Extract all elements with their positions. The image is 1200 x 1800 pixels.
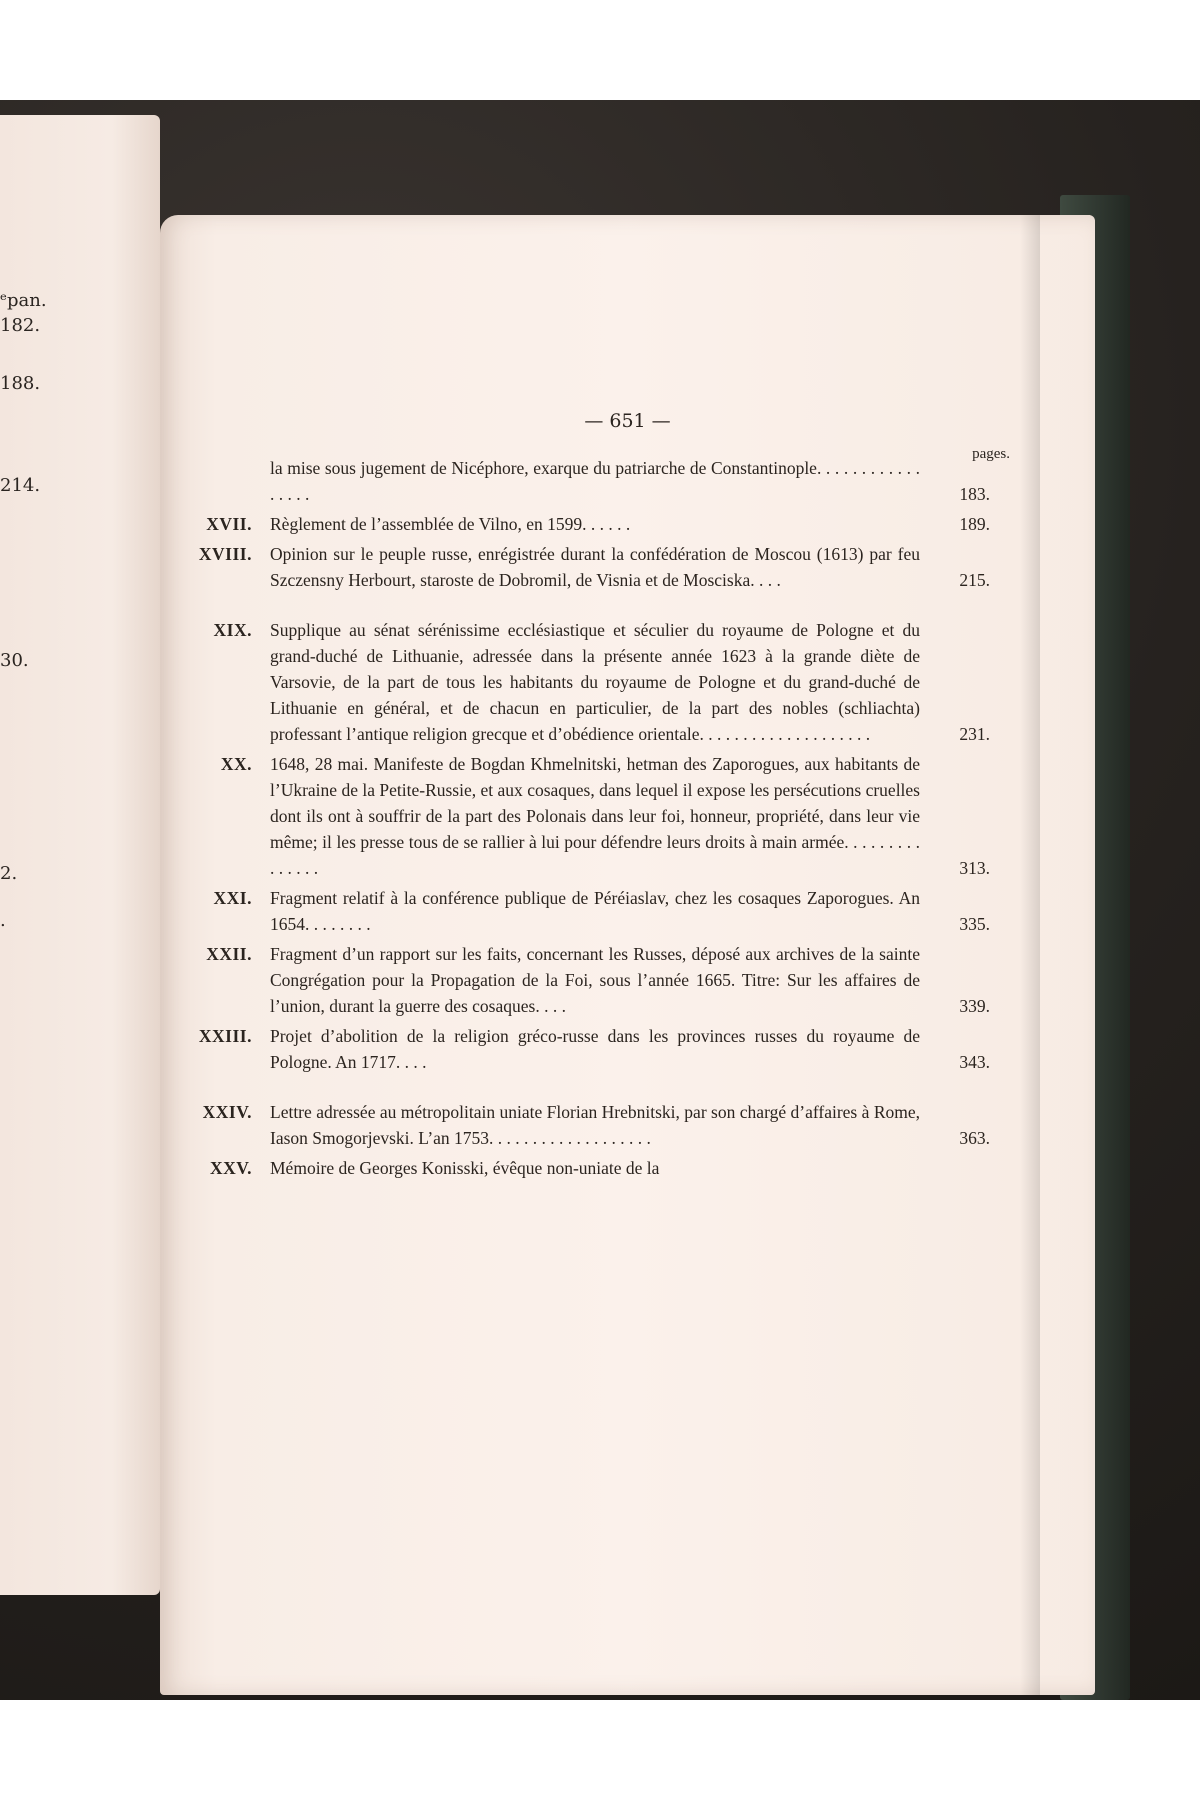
entry-number: XVIII. [198,544,252,564]
entry-page: 231. [959,724,990,744]
entry-number: XX. [220,754,252,774]
left-fragment: . [0,910,6,931]
entry-number: XXIII. [198,1026,252,1046]
left-fragment: 2. [0,863,18,884]
left-fragment: 214. [0,475,41,496]
entry-page: 189. [959,514,990,534]
pages-column-label: pages. [972,446,1010,462]
entry-number: XXII. [206,944,252,964]
entry-text: Lettre adressée au métropolitain uniate Florian Hrebnitski, par son chargé d’affaires à Rome, Iason Smogorjevski. L’an 1753. . . . . . . . . . . . . . . . . . . [270,1102,920,1148]
left-fragment: 182. [0,315,41,336]
entry-number: XXIV. [202,1102,252,1122]
entry-page: 183. [959,484,990,504]
left-fragment: 30. [0,650,29,671]
entry-number: XVII. [206,514,252,534]
book-photo [0,100,1200,1700]
toc-entry [206,511,990,537]
left-page [0,115,160,1595]
entry-page: 313. [959,858,990,878]
entry-number: XIX. [213,620,252,640]
toc-entry [213,885,990,937]
entry-page: 363. [959,1128,990,1148]
right-page [160,215,1095,1695]
toc-entries [198,455,990,1181]
toc-entry [198,541,990,593]
page-number: — 651 — [584,410,671,432]
page-edge-shadow [1020,215,1040,1695]
toc-entry [220,751,990,881]
entry-text: Supplique au sénat sérénissime ecclésiastique et séculier du royaume de Pologne et du grand-duché de Lithuanie, adressée dans la présente année 1623 à la grande diète de Varsovie, de la part de tous les habitants du royaume de Pologne et du grand-duché de Lithuanie en général, et de chacun en particulier, de la part des nobles (schliachta) professant l’antique religion grecque et d’obédience orientale. . . . . . . . . . . . . . . . . . . . [270,620,920,744]
left-fragment: ᵉрan. [0,290,47,311]
toc-entry [206,941,990,1019]
table-of-contents [198,446,1010,1185]
entry-text: la mise sous jugement de Nicéphore, exarque du patriarche de Constantinople. . . . . . . . . . . . . . . . . [270,458,920,504]
entry-number: XXI. [213,888,252,908]
entry-page: 215. [959,570,990,590]
entry-text: Fragment d’un rapport sur les faits, concernant les Russes, déposé aux archives de la sainte Congrégation pour la Propagation de la Foi, sous l’année 1665. Titre: Sur les affaires de l’union, durant la guerre des cosaques. . . . [270,944,920,1016]
entry-text: Opinion sur le peuple russe, enrégistrée durant la confédération de Moscou (1613) par feu Szczensny Herbourt, staroste de Dobromil, de Visnia et de Mosciska. . . . [270,544,920,590]
entry-text: Fragment relatif à la conférence publique de Péréiaslav, chez les cosaques Zaporogues. An 1654. . . . . . . . [270,888,920,934]
left-fragment: 188. [0,373,41,394]
entry-text: Règlement de l’assemblée de Vilno, en 1599. . . . . . [270,514,631,534]
entry-page: 335. [959,914,990,934]
entry-number: XXV. [209,1158,252,1178]
toc-entry [198,1023,990,1075]
entry-page: 339. [959,996,990,1016]
toc-entry [260,455,990,507]
toc-entry [213,617,990,747]
toc-entry [209,1155,990,1181]
entry-page: 343. [959,1052,990,1072]
entry-text: 1648, 28 mai. Manifeste de Bogdan Khmelnitski, hetman des Zaporogues, aux habitants de l’Ukraine de la Petite-Russie, et aux cosaques, dans lequel il expose les persécutions cruelles dont ils ont à souffrir de la part des Polonais dans leur foi, honneur, propriété, dans leur vie même; il les presse tous de se rallier à lui pour défendre leurs droits à main armée. . . . . . . . . . . . . . . [270,754,920,878]
entry-text: Projet d’abolition de la religion gréco-russe dans les provinces russes du royaume de Pologne. An 1717. . . . [270,1026,920,1072]
toc-entry [202,1099,990,1151]
entry-text: Mémoire de Georges Konisski, évêque non-uniate de la [270,1158,660,1178]
